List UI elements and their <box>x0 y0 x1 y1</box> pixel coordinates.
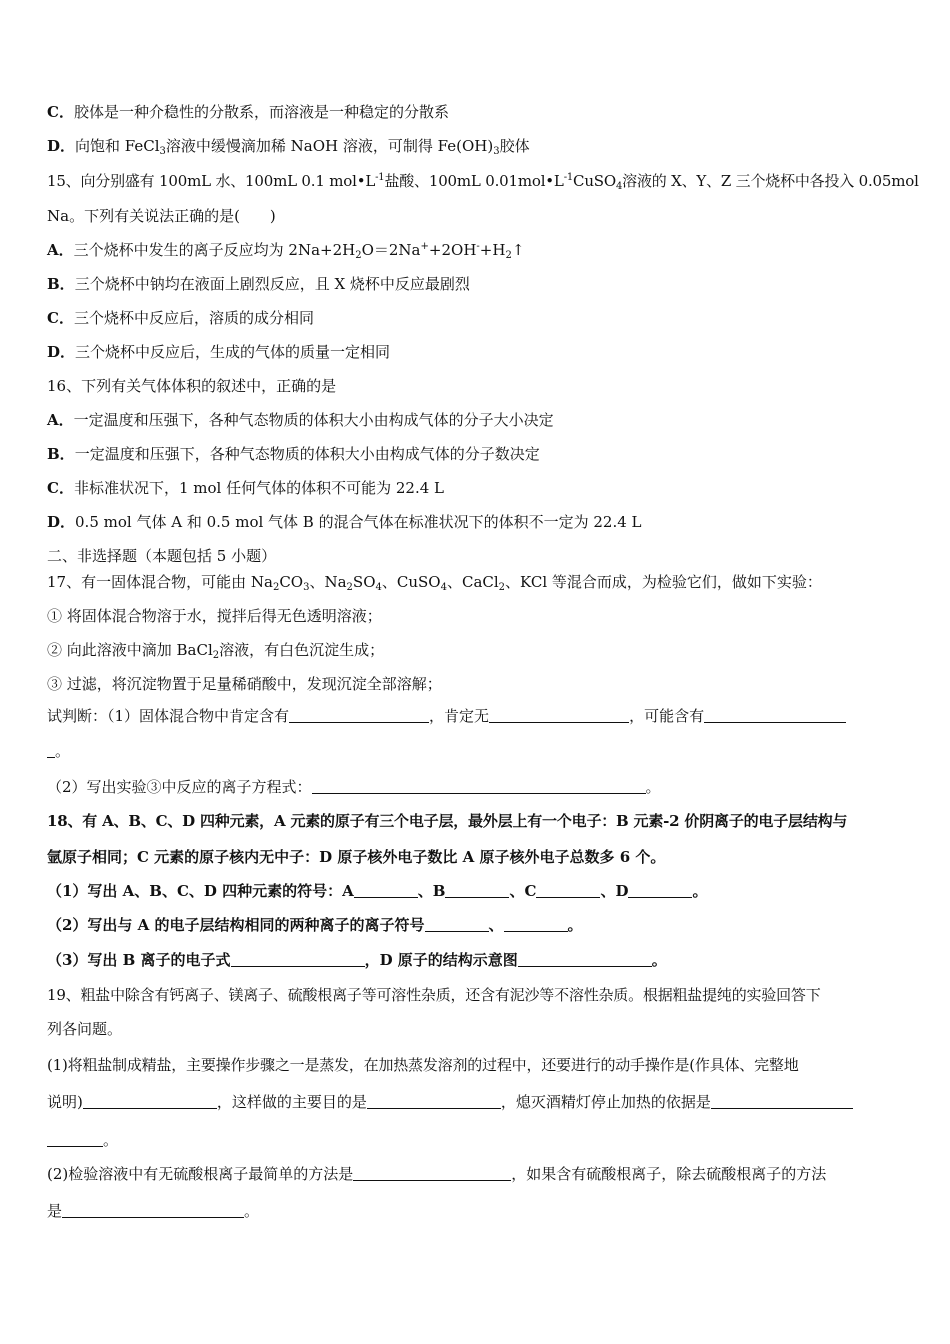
q18-part-2: （2）写出与 A 的电子层结构相同的两种离子的离子符号 、 。 <box>47 916 583 934</box>
q19-stem-cont: 列各问题。 <box>47 1020 123 1038</box>
answer-blank[interactable] <box>231 952 365 967</box>
q15-stem-cont: Na。下列有关说法正确的是( ) <box>47 207 276 225</box>
q18-part-1: （1）写出 A、B、C、D 四种元素的符号：A 、B 、C 、D 。 <box>47 882 708 900</box>
answer-blank[interactable] <box>367 1094 501 1109</box>
q18-stem: 18、有 A、B、C、D 四种元素，A 元素的原子有三个电子层，最外层上有一个电子：B 元素-2 价阴离子的电子层结构与 <box>47 812 848 830</box>
option-label: C． <box>47 103 74 121</box>
answer-blank[interactable] <box>518 952 652 967</box>
q17-step-3: ③ 过滤，将沉淀物置于足量稀硝酸中，发现沉淀全部溶解； <box>47 675 442 693</box>
q19-stem: 19、粗盐中除含有钙离子、镁离子、硫酸根离子等可溶性杂质，还含有泥沙等不溶性杂质。根据粗盐提纯的实验回答下 <box>47 986 821 1004</box>
answer-blank[interactable] <box>504 917 568 932</box>
q19-part-1-cont: 说明) ，这样做的主要目的是 ，熄灭酒精灯停止加热的依据是 <box>47 1092 853 1112</box>
q17-judge-cont: 。 <box>47 741 70 761</box>
q17-step-2: ② 向此溶液中滴加 BaCl$_2$溶液，有白色沉淀生成； <box>47 641 385 661</box>
answer-blank[interactable] <box>425 917 489 932</box>
answer-blank[interactable] <box>536 883 600 898</box>
option-label: D． <box>47 137 76 155</box>
q16-option-c: C．非标准状况下，1 mol 任何气体的体积不可能为 22.4 L <box>47 479 444 497</box>
answer-blank[interactable] <box>62 1203 244 1218</box>
q19-part-2-cont: 是 。 <box>47 1202 260 1220</box>
q14-option-d: D．向饱和 FeCl$_3$溶液中缓慢滴加稀 NaOH 溶液，可制得 $Fe(OH)_3$胶体 <box>47 137 530 157</box>
answer-blank[interactable] <box>711 1094 853 1109</box>
answer-blank-cont[interactable] <box>47 1132 103 1147</box>
q19-part-1-end: 。 <box>47 1130 118 1150</box>
q17-stem: 17、有一固体混合物，可能由 $Na_2CO_3$、$Na_2SO_4$、CuSO$_4$、CaCl$_2$、KCl 等混合而成，为检验它们，做如下实验： <box>47 573 822 593</box>
answer-blank-cont[interactable] <box>47 743 55 758</box>
q17-judge: 试判断：（1）固体混合物中肯定含有 ，肯定无 ，可能含有 <box>47 706 846 726</box>
section-heading: 二、非选择题（本题包括 5 小题） <box>47 547 277 565</box>
q15-option-c: C．三个烧杯中反应后，溶质的成分相同 <box>47 309 314 327</box>
q15-option-d: D．三个烧杯中反应后，生成的气体的质量一定相同 <box>47 343 391 361</box>
q16-option-a: A．一定温度和压强下，各种气态物质的体积大小由构成气体的分子大小决定 <box>47 411 554 429</box>
q19-part-2: (2)检验溶液中有无硫酸根离子最简单的方法是 ，如果含有硫酸根离子，除去硫酸根离子的方法 <box>47 1165 827 1183</box>
answer-blank[interactable] <box>704 708 846 723</box>
option-text: 胶体是一种介稳性的分散系，而溶液是一种稳定的分散系 <box>73 103 449 121</box>
q18-stem-cont: 氩原子相同；C 元素的原子核内无中子：D 原子核外电子数比 A 原子核外电子总数多 6 个。 <box>47 848 666 866</box>
q17-part-2: （2）写出实验③中反应的离子方程式： 。 <box>47 778 661 796</box>
q19-part-1: (1)将粗盐制成精盐，主要操作步骤之一是蒸发，在加热蒸发溶剂的过程中，还要进行的动手操作是(作具体、完整地 <box>47 1056 799 1074</box>
q15-stem: 15、向分别盛有 100mL 水、100mL 0.1 $mol•L^{-1}$盐酸、100mL $0.01mol•L^{-1}CuSO_4$溶液的 X、Y、Z 三个烧杯中各投入 0.05mol <box>47 172 919 192</box>
answer-blank[interactable] <box>353 1166 511 1181</box>
answer-blank[interactable] <box>312 779 646 794</box>
answer-blank[interactable] <box>489 708 629 723</box>
answer-blank[interactable] <box>83 1094 217 1109</box>
answer-blank[interactable] <box>628 883 692 898</box>
q15-option-b: B．三个烧杯中钠均在液面上剧烈反应，且 X 烧杯中反应最剧烈 <box>47 275 470 293</box>
q14-option-c <box>47 102 449 122</box>
q16-option-b: B．一定温度和压强下，各种气态物质的体积大小由构成气体的分子数决定 <box>47 445 540 463</box>
answer-blank[interactable] <box>354 883 418 898</box>
q16-option-d: D．0.5 mol 气体 A 和 0.5 mol 气体 B 的混合气体在标准状况下的体积不一定为 22.4 L <box>47 513 642 531</box>
answer-blank[interactable] <box>289 708 429 723</box>
q15-option-a: A．三个烧杯中发生的离子反应均为 $2Na+2H_2O=2Na^++2OH^-+H_2↑$ <box>47 241 525 261</box>
q17-step-1: ① 将固体混合物溶于水，搅拌后得无色透明溶液； <box>47 607 382 625</box>
q16-stem: 16、下列有关气体体积的叙述中，正确的是 <box>47 377 337 395</box>
answer-blank[interactable] <box>445 883 509 898</box>
q18-part-3: （3）写出 B 离子的电子式 ，D 原子的结构示意图 。 <box>47 951 667 969</box>
